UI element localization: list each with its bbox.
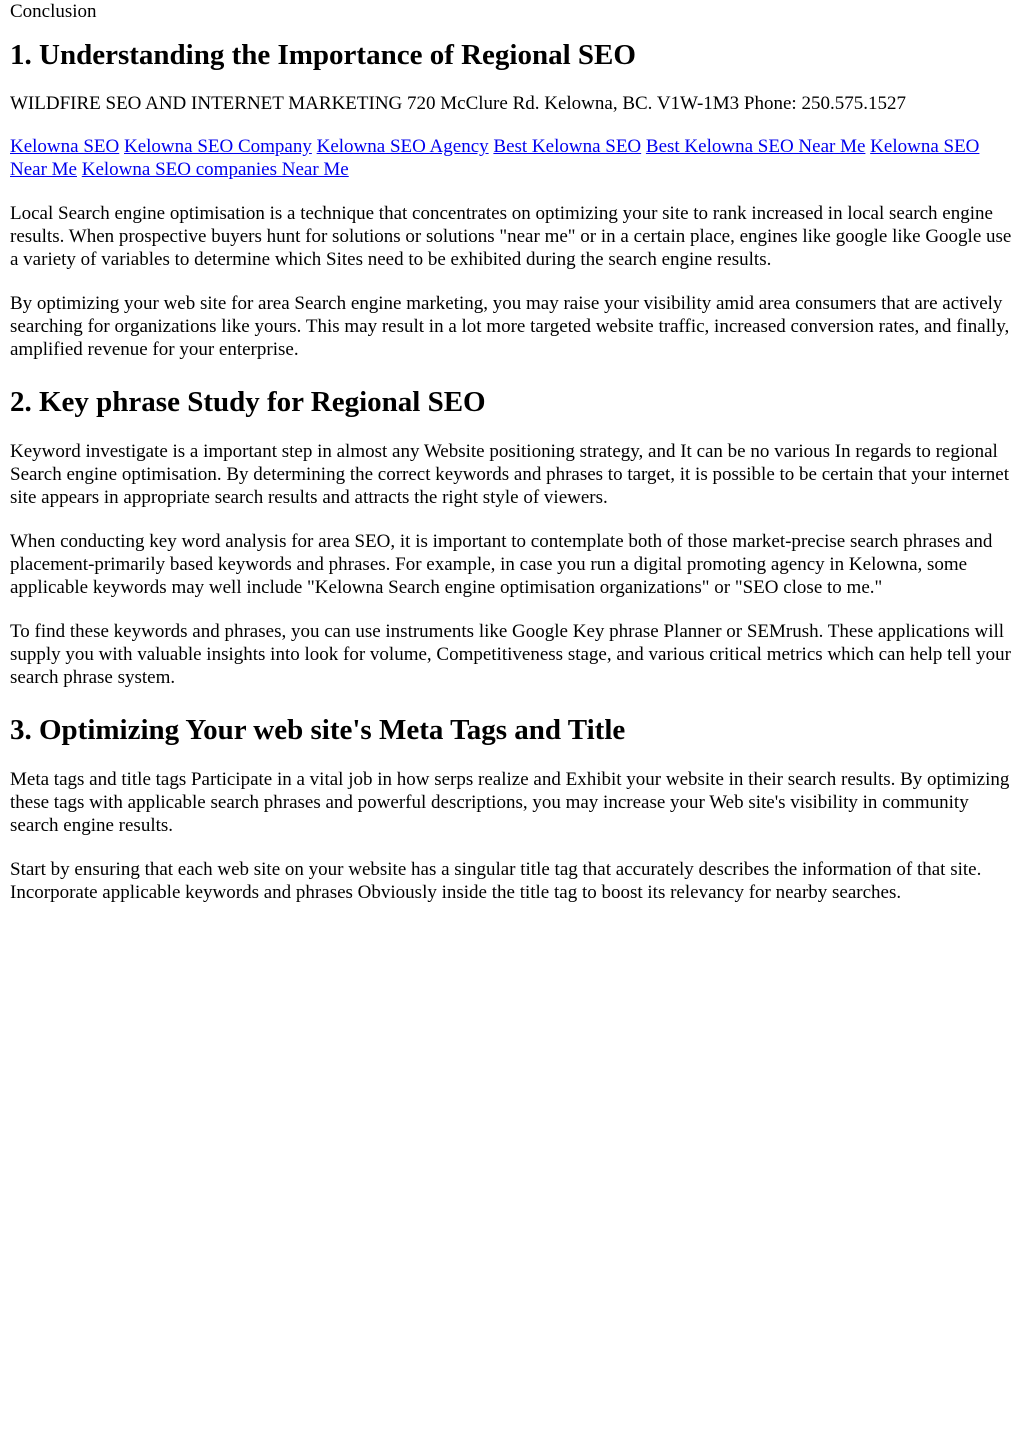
conclusion-text: Conclusion	[10, 1, 97, 22]
section-heading-3: 3. Optimizing Your web site's Meta Tags and Title	[10, 714, 626, 746]
company-address: WILDFIRE SEO AND INTERNET MARKETING 720 McClure Rd. Kelowna, BC. V1W-1M3 Phone: 250.575.1527	[10, 93, 906, 114]
link-kelowna-seo-agency[interactable]: Kelowna SEO Agency	[316, 136, 489, 157]
paragraph: Keyword investigate is a important step in almost any Website positioning strategy, and It can be no various In regards to regional Search engine optimisation. By determining the correct keywords and phrases to target, it is possible to be certain that your internet site appears in appropriate search results and attracts the right style of viewers.	[10, 441, 1009, 508]
paragraph: When conducting key word analysis for area SEO, it is important to contemplate both of those market-precise search phrases and placement-primarily based keywords and phrases. For example, in case you run a digital promoting agency in Kelowna, some applicable keywords may well include "Kelowna Search engine optimisation organizations" or "SEO close to me."	[10, 531, 993, 598]
paragraph: Local Search engine optimisation is a technique that concentrates on optimizing your site to rank increased in local search engine results. When prospective buyers hunt for solutions or solutions "near me" or in a certain place, engines like google like Google use a variety of variables to determine which Sites need to be exhibited during the search engine results.	[10, 203, 1012, 270]
link-kelowna-seo-company[interactable]: Kelowna SEO Company	[123, 136, 312, 157]
link-best-kelowna-seo[interactable]: Best Kelowna SEO	[493, 136, 642, 157]
paragraph: Meta tags and title tags Participate in a vital job in how serps realize and Exhibit your website in their search results. By optimizing these tags with applicable search phrases and powerful descriptions, you may increase your Web site's visibility in community search engine results.	[10, 769, 1010, 836]
link-best-kelowna-seo-near-me[interactable]: Best Kelowna SEO Near Me	[645, 136, 866, 157]
section-heading-2: 2. Key phrase Study for Regional SEO	[10, 386, 486, 418]
paragraph: To find these keywords and phrases, you can use instruments like Google Key phrase Planner or SEMrush. These applications will supply you with valuable insights into look for volume, Competitiveness stage, and various critical metrics which can help tell your search phrase system.	[10, 621, 1011, 688]
paragraph: Start by ensuring that each web site on your website has a singular title tag that accurately describes the information of that site. Incorporate applicable keywords and phrases Obviously inside the title tag to boost its relevancy for nearby searches.	[10, 859, 982, 903]
link-list	[10, 135, 1014, 181]
section-heading-1: 1. Understanding the Importance of Regional SEO	[10, 39, 636, 71]
link-kelowna-seo-near-me[interactable]: Kelowna SEO Near Me	[10, 136, 980, 180]
link-kelowna-seo[interactable]: Kelowna SEO	[10, 136, 120, 157]
paragraph: By optimizing your web site for area Search engine marketing, you may raise your visibility amid area consumers that are actively searching for organizations like yours. This may result in a lot more targeted website traffic, increased conversion rates, and finally, amplified revenue for your enterprise.	[10, 293, 1010, 360]
link-kelowna-seo-companies-near-me[interactable]: Kelowna SEO companies Near Me	[81, 159, 349, 180]
